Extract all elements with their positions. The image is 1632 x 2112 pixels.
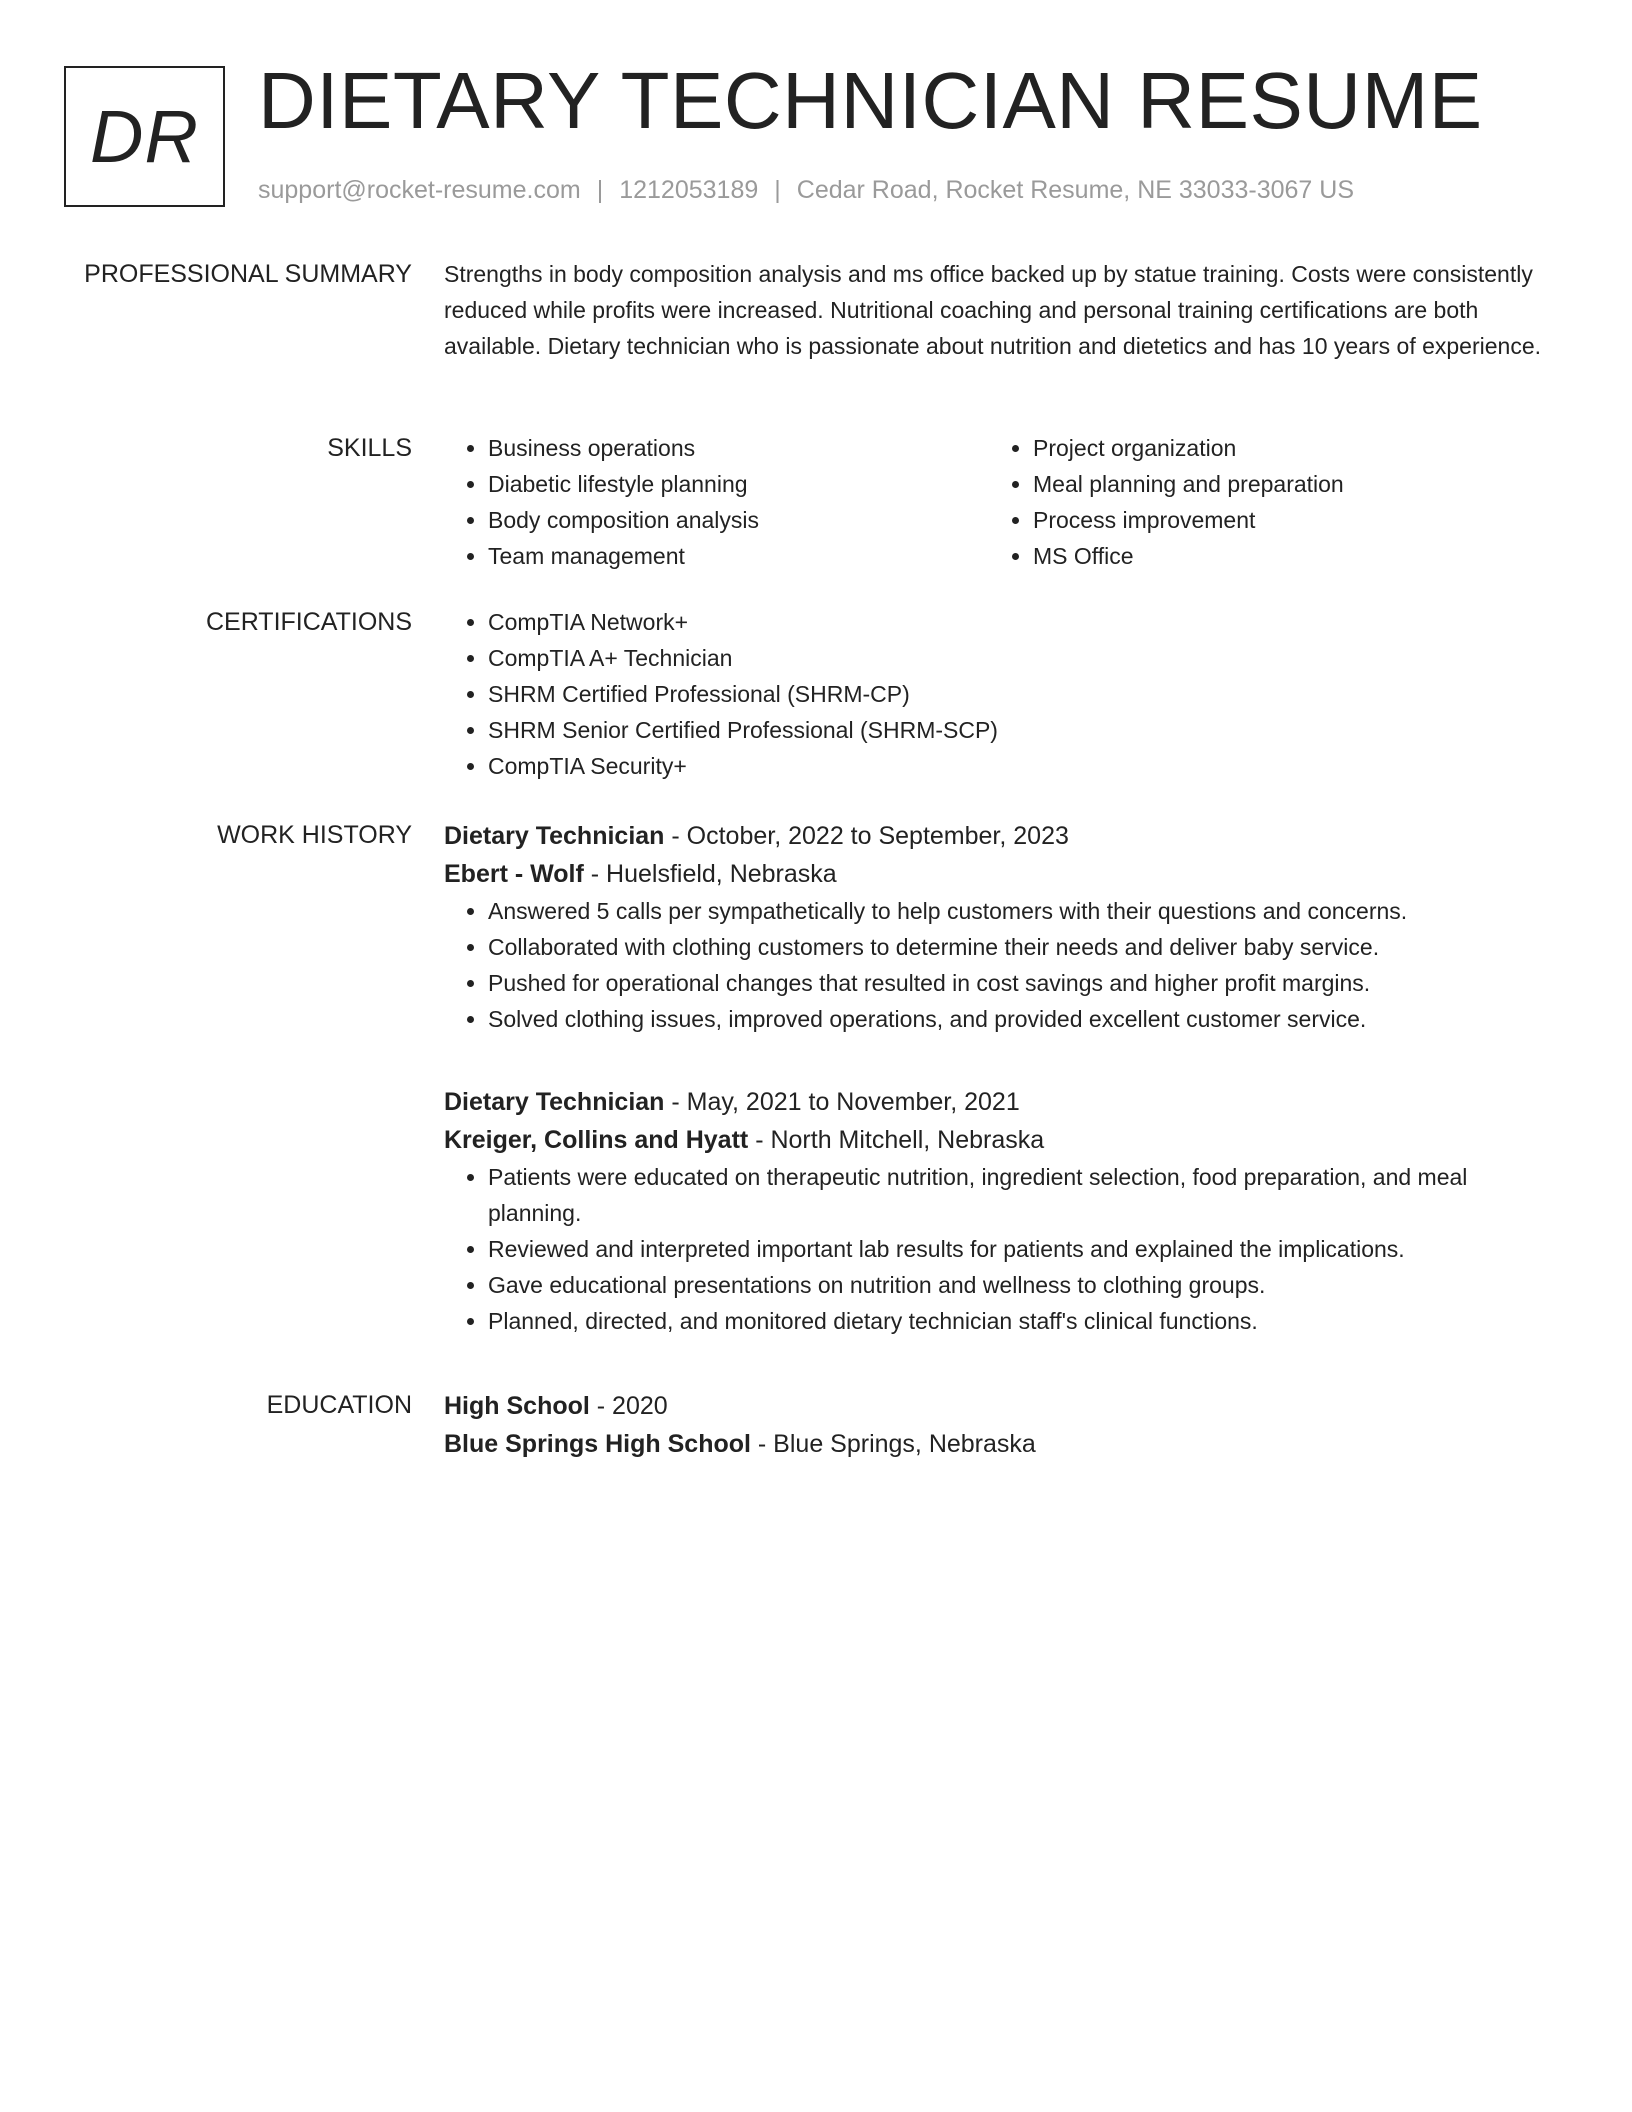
job-duty-item: • Patients were educated on therapeutic nutrition, ingredient selection, food preparation, and meal planning.	[488, 1159, 1564, 1231]
job-dates: - May, 2021 to November, 2021	[664, 1088, 1020, 1116]
job-duty-item: • Answered 5 calls per sympathetically to help customers with their questions and concerns.	[488, 893, 1564, 929]
job-duty-item: • Collaborated with clothing customers to determine their needs and deliver baby service.	[488, 929, 1564, 965]
job-duties-list	[444, 893, 1564, 1037]
skill-item: • Project organization	[1033, 430, 1573, 466]
education-school-line	[444, 1425, 1564, 1463]
contact-email[interactable]: support@rocket-resume.com	[258, 176, 581, 204]
job-company-line	[444, 1121, 1564, 1159]
contact-separator: |	[774, 176, 781, 204]
job-duty-item: • Planned, directed, and monitored dietary technician staff's clinical functions.	[488, 1303, 1564, 1339]
education-school: Blue Springs High School	[444, 1430, 751, 1458]
skill-item: • Meal planning and preparation	[1033, 466, 1573, 502]
job-title: Dietary Technician	[444, 822, 665, 850]
certification-item: • CompTIA Network+	[488, 604, 1564, 640]
contact-phone[interactable]: 1212053189	[619, 176, 759, 204]
certification-item: • SHRM Certified Professional (SHRM-CP)	[488, 676, 1564, 712]
skill-item: • Team management	[488, 538, 1028, 574]
skills-list-right	[989, 430, 1573, 574]
contact-separator: |	[596, 176, 604, 204]
job-duty-item: • Solved clothing issues, improved operations, and provided excellent customer service.	[488, 1001, 1564, 1037]
summary-body	[444, 256, 1564, 364]
certification-item: • CompTIA Security+	[488, 748, 1564, 784]
summary-text: Strengths in body composition analysis and ms office backed up by statue training. Costs were consistently reduced while profits were increased. Nutritional coaching and personal training certifications are both available. Dietary technician who is passionate about nutrition and dietetics and has 10 years of experience.	[444, 261, 1542, 359]
skills-columns	[444, 430, 1564, 580]
monogram-logo: DR	[64, 66, 225, 207]
section-label-skills: SKILLS	[327, 434, 412, 462]
education-degree-line	[444, 1387, 1564, 1425]
skill-item: • Diabetic lifestyle planning	[488, 466, 1028, 502]
job-title: Dietary Technician	[444, 1088, 665, 1116]
education-degree: High School	[444, 1392, 590, 1420]
skills-body	[444, 430, 1564, 580]
skill-item: • Business operations	[488, 430, 1028, 466]
resume-title: DIETARY TECHNICIAN RESUME	[258, 56, 1483, 145]
job-company-line	[444, 855, 1564, 893]
job-title-line	[444, 817, 1564, 855]
job-duty-item: • Pushed for operational changes that resulted in cost savings and higher profit margins.	[488, 965, 1564, 1001]
section-label-education: EDUCATION	[266, 1391, 412, 1419]
job-duty-item: • Reviewed and interpreted important lab results for patients and explained the implications.	[488, 1231, 1564, 1267]
section-label-summary: PROFESSIONAL SUMMARY	[84, 260, 412, 288]
job-dates: - October, 2022 to September, 2023	[664, 822, 1069, 850]
skills-list-left	[444, 430, 1028, 574]
skill-item: • MS Office	[1033, 538, 1573, 574]
skill-item: • Process improvement	[1033, 502, 1573, 538]
job-location: - North Mitchell, Nebraska	[748, 1126, 1045, 1154]
job-duties-list	[444, 1159, 1564, 1339]
job-entry	[444, 817, 1564, 1037]
section-label-certifications: CERTIFICATIONS	[205, 608, 412, 636]
certification-item: • CompTIA A+ Technician	[488, 640, 1564, 676]
job-title-line	[444, 1083, 1564, 1121]
education-year: - 2020	[589, 1392, 668, 1420]
contact-line	[258, 172, 1354, 208]
job-location: - Huelsfield, Nebraska	[583, 860, 837, 888]
certifications-body	[444, 604, 1564, 784]
education-body	[444, 1387, 1564, 1463]
certification-item: • SHRM Senior Certified Professional (SHRM-SCP)	[488, 712, 1564, 748]
job-entry	[444, 1083, 1564, 1339]
certifications-list	[444, 604, 1564, 784]
job-duty-item: • Gave educational presentations on nutrition and wellness to clothing groups.	[488, 1267, 1564, 1303]
education-location: - Blue Springs, Nebraska	[750, 1430, 1036, 1458]
section-label-work-history: WORK HISTORY	[217, 821, 412, 849]
contact-address: Cedar Road, Rocket Resume, NE 33033-3067 US	[796, 176, 1355, 204]
job-company: Kreiger, Collins and Hyatt	[444, 1126, 749, 1154]
skill-item: • Body composition analysis	[488, 502, 1028, 538]
job-company: Ebert - Wolf	[444, 860, 584, 888]
